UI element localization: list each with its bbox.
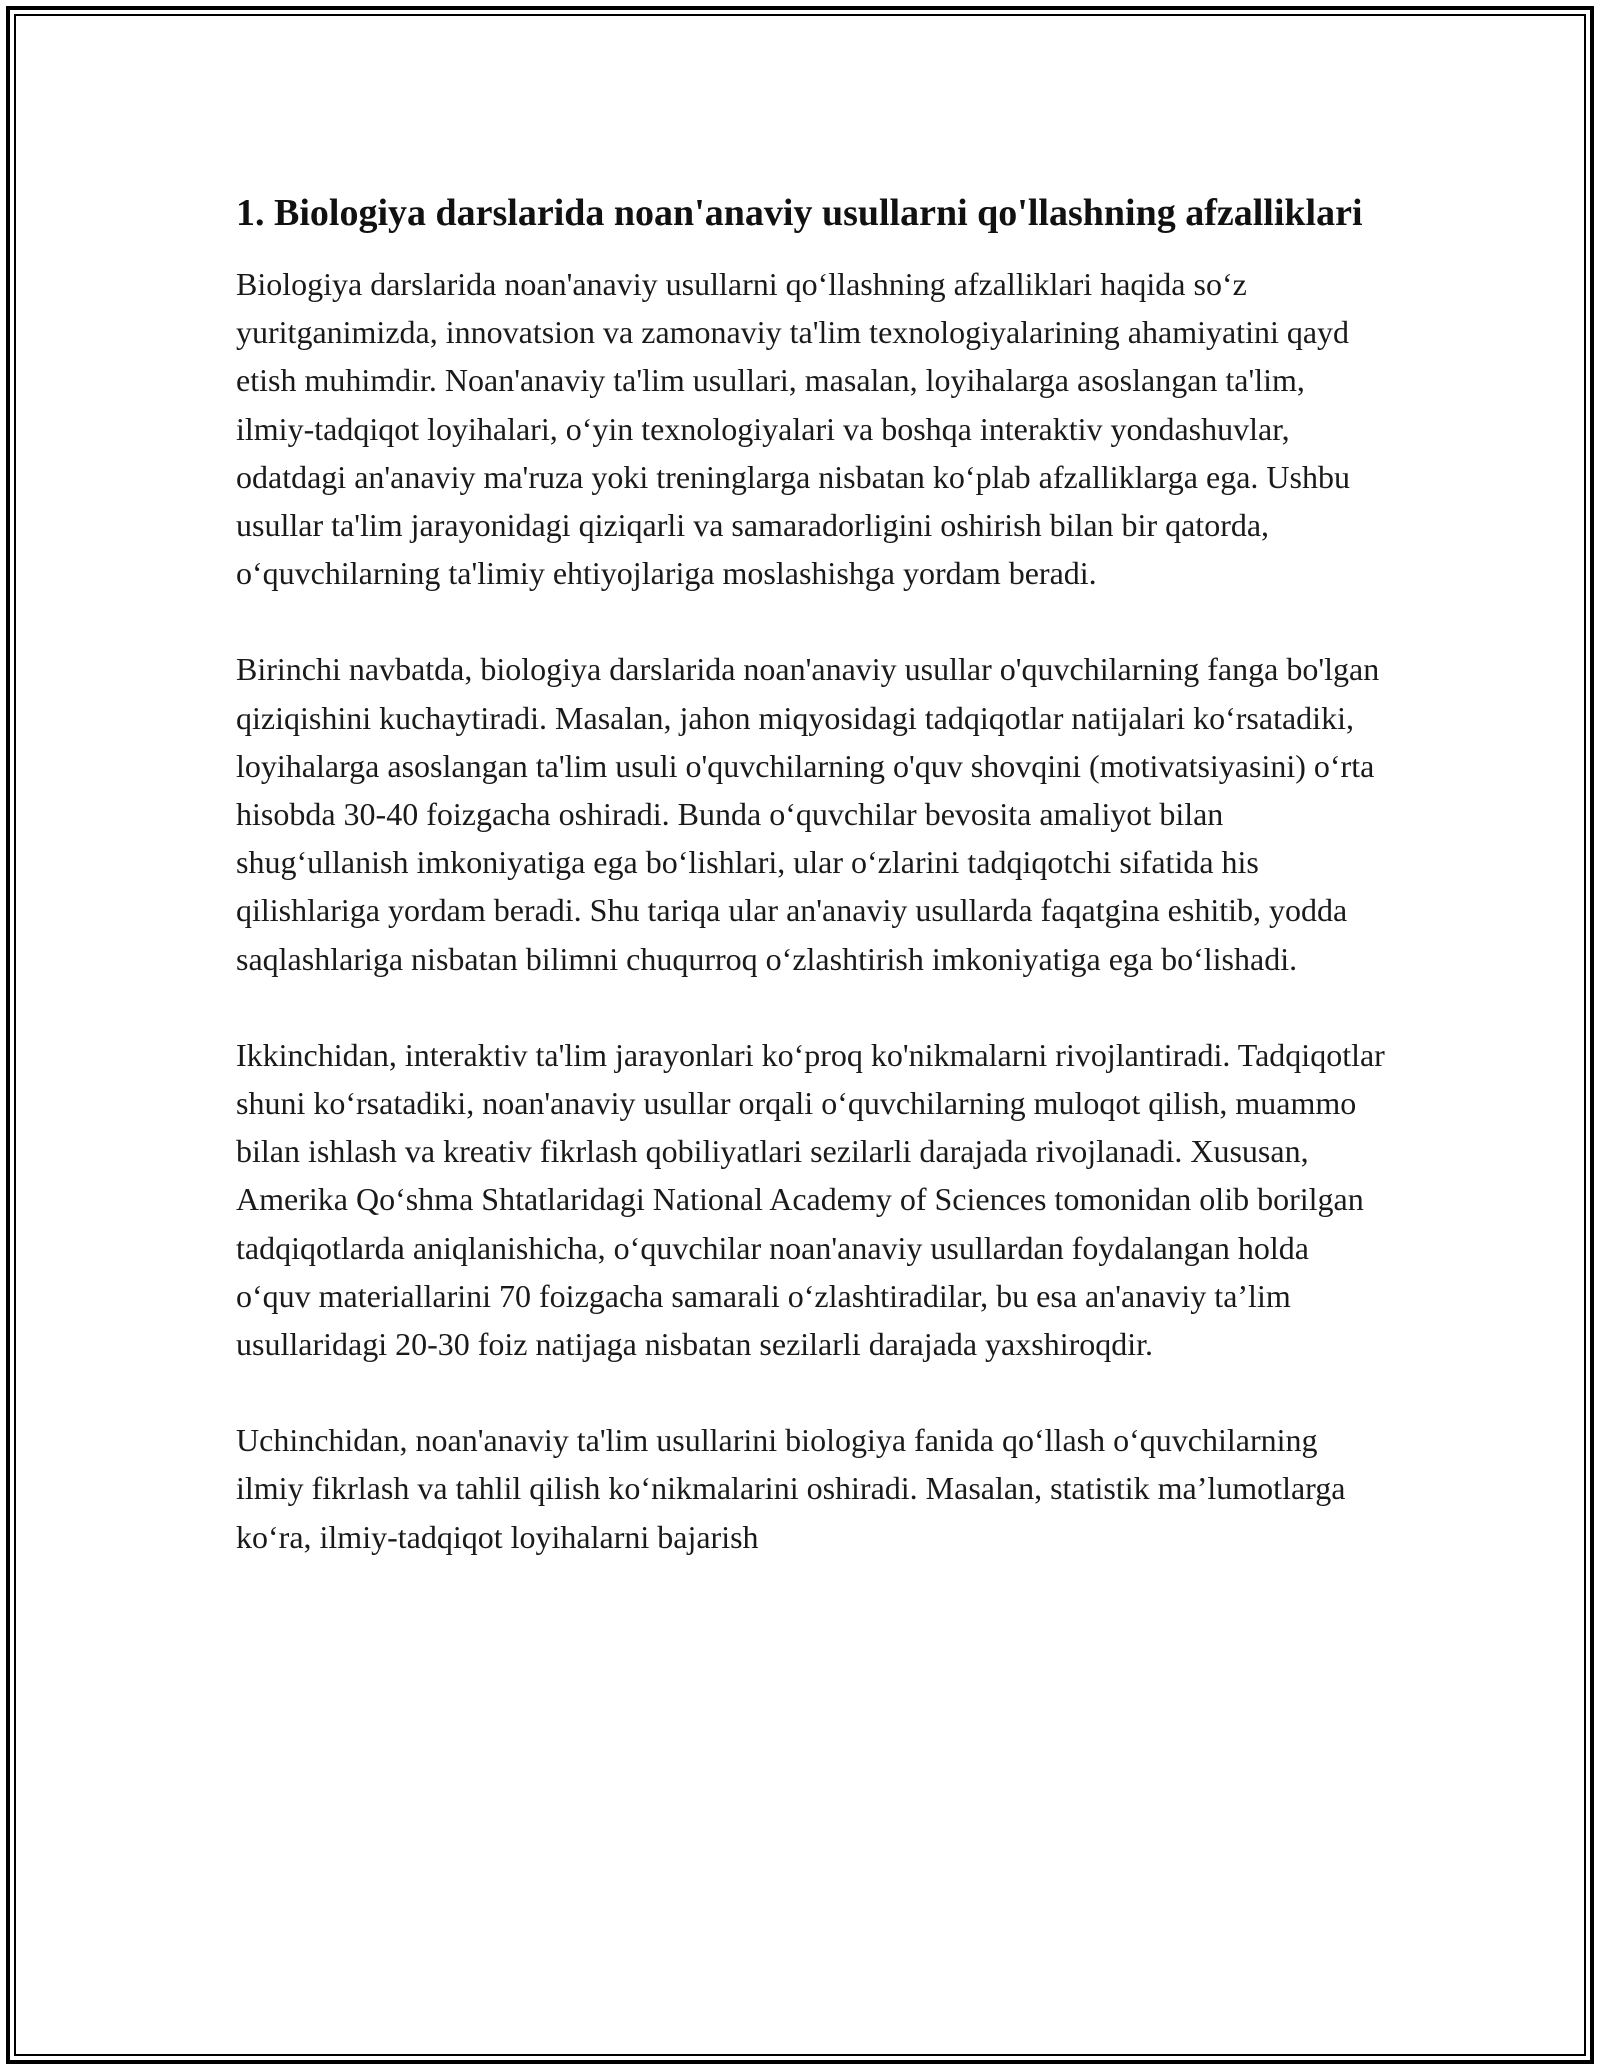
section-heading: 1. Biologiya darslarida noan'anaviy usullarni qo'llashning afzalliklari (236, 192, 1363, 234)
document-body (236, 186, 1386, 1561)
paragraph-3: Ikkinchidan, interaktiv ta'lim jarayonlari ko‘proq ko'nikmalarni rivojlantiradi. Tadqiqotlar shuni ko‘rsatadiki, noan'anaviy usullar orqali o‘quvchilarning muloqot qilish, muammo bilan ishlash va kreativ fikrlash qobiliyatlari sezilarli darajada rivojlanadi. Xususan, Amerika Qo‘shma Shtatlaridagi National Academy of Sciences tomonidan olib borilgan tadqiqotlarda aniqlanishicha, o‘quvchilar noan'anaviy usullardan foydalangan holda o‘quv materiallarini 70 foizgacha samarali o‘zlashtiradilar, bu esa an'anaviy ta’lim usullaridagi 20-30 foiz natijaga nisbatan sezilarli darajada yaxshiroqdir. (236, 1036, 1385, 1363)
paragraph-4: Uchinchidan, noan'anaviy ta'lim usullarini biologiya fanida qo‘llash o‘quvchilarning ilmiy fikrlash va tahlil qilish ko‘nikmalarini oshiradi. Masalan, statistik ma’lumotlarga ko‘ra, ilmiy-tadqiqot loyihalarni bajarish (236, 1422, 1346, 1555)
paragraph-1: Biologiya darslarida noan'anaviy usullarni qo‘llashning afzalliklari haqida so‘z yuritganimizda, innovatsion va zamonaviy ta'lim texnologiyalarining ahamiyatini qayd etish muhimdir. Noan'anaviy ta'lim usullari, masalan, loyihalarga asoslangan ta'lim, ilmiy-tadqiqot loyihalari, o‘yin texnologiyalari va boshqa interaktiv yondashuvlar, odatdagi an'anaviy ma'ruza yoki treninglarga nisbatan ko‘plab afzalliklarga ega. Ushbu usullar ta'lim jarayonidagi qiziqarli va samaradorligini oshirish bilan bir qatorda, o‘quvchilarning ta'limiy ehtiyojlariga moslashishga yordam beradi. (236, 266, 1350, 592)
paragraph-2: Birinchi navbatda, biologiya darslarida noan'anaviy usullar o'quvchilarning fanga bo'lgan qiziqishini kuchaytiradi. Masalan, jahon miqyosidagi tadqiqotlar natijalari ko‘rsatadiki, loyihalarga asoslangan ta'lim usuli o'quvchilarning o'quv shovqini (motivatsiyasini) o‘rta hisobda 30-40 foizgacha oshiradi. Bunda o‘quvchilar bevosita amaliyot bilan shug‘ullanish imkoniyatiga ega bo‘lishlari, ular o‘zlarini tadqiqotchi sifatida his qilishlariga yordam beradi. Shu tariqa ular an'anaviy usullarda faqatgina eshitib, yodda saqlashlariga nisbatan bilimni chuqurroq o‘zlashtirish imkoniyatiga ega bo‘lishadi. (236, 651, 1380, 977)
